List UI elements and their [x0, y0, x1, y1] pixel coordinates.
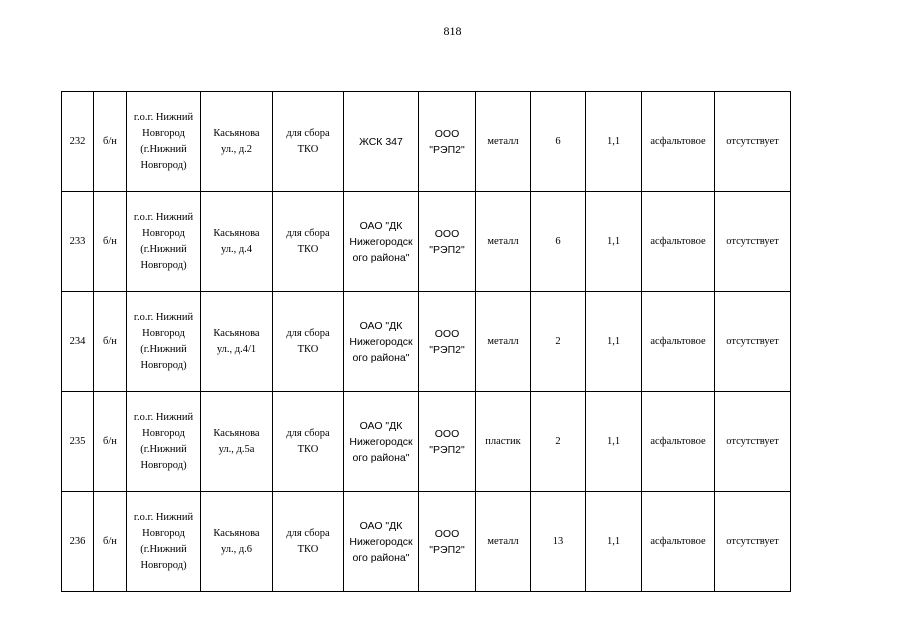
cell-volume [586, 292, 642, 392]
cell-city-line: Новгород) [140, 159, 187, 171]
cell-material-text: металл [487, 135, 519, 147]
cell-city-line: Новгород [142, 527, 185, 539]
cell-owner-line: ого района" [352, 351, 410, 364]
cell-city-line: Новгород) [140, 559, 187, 571]
cell-address-line: Касьянова [213, 427, 260, 439]
cell-city-line: Новгород [142, 227, 185, 239]
cell-city-line: Новгород [142, 427, 185, 439]
cell-fence-text: отсутствует [726, 335, 779, 347]
cell-number-text: 233 [69, 235, 86, 247]
cell-address-line: Касьянова [213, 327, 260, 339]
cell-owner [344, 292, 419, 392]
cell-city-line: Новгород) [140, 259, 187, 271]
cell-purpose-line: для сбора [286, 427, 330, 439]
cell-operator [419, 92, 476, 192]
cell-city-line: г.о.г. Нижний [133, 511, 194, 523]
cell-material-text: пластик [485, 435, 521, 447]
cell-surface-text: асфальтовое [650, 535, 706, 547]
cell-count [531, 192, 586, 292]
cell-owner-line: Нижегородск [349, 335, 413, 348]
cell-owner-line: Нижегородск [349, 235, 413, 248]
cell-fence [715, 292, 791, 392]
cell-volume-text: 1,1 [606, 435, 621, 447]
cell-purpose-line: для сбора [286, 227, 330, 239]
cell-material [476, 192, 531, 292]
cell-bn [94, 492, 127, 592]
cell-operator-line: ООО [434, 227, 460, 240]
cell-volume [586, 492, 642, 592]
cell-address-line: Касьянова [213, 227, 260, 239]
cell-owner [344, 492, 419, 592]
cell-fence [715, 492, 791, 592]
cell-city-line: (г.Нижний [140, 443, 187, 455]
cell-address-line: ул., д.5а [218, 443, 255, 455]
cell-operator-line: "РЭП2" [429, 143, 465, 156]
table-row [62, 292, 791, 392]
cell-surface-text: асфальтовое [650, 435, 706, 447]
table-row [62, 92, 791, 192]
cell-number-text: 235 [69, 435, 86, 447]
cell-fence [715, 392, 791, 492]
cell-number [62, 292, 94, 392]
cell-bn [94, 92, 127, 192]
cell-count [531, 92, 586, 192]
cell-operator [419, 392, 476, 492]
cell-address-line: Касьянова [213, 127, 260, 139]
cell-address [201, 392, 273, 492]
cell-city-line: (г.Нижний [140, 243, 187, 255]
cell-owner-line: ого района" [352, 551, 410, 564]
cell-volume [586, 192, 642, 292]
cell-address-line: ул., д.6 [220, 543, 253, 555]
cell-address-line: Касьянова [213, 527, 260, 539]
cell-operator-line: "РЭП2" [429, 543, 465, 556]
cell-purpose-line: ТКО [297, 143, 319, 155]
cell-purpose [273, 92, 344, 192]
cell-address [201, 92, 273, 192]
cell-operator-line: ООО [434, 327, 460, 340]
cell-operator-line: "РЭП2" [429, 343, 465, 356]
cell-city-line: (г.Нижний [140, 343, 187, 355]
cell-purpose-line: ТКО [297, 343, 319, 355]
cell-city [127, 192, 201, 292]
cell-bn [94, 292, 127, 392]
cell-address [201, 492, 273, 592]
cell-volume-text: 1,1 [606, 235, 621, 247]
cell-surface [642, 492, 715, 592]
cell-number-text: 234 [69, 335, 86, 347]
cell-count-text: 2 [555, 335, 561, 347]
cell-city-line: (г.Нижний [140, 543, 187, 555]
cell-fence [715, 92, 791, 192]
cell-purpose-line: ТКО [297, 443, 319, 455]
cell-purpose [273, 292, 344, 392]
cell-number-text: 236 [69, 535, 86, 547]
cell-fence-text: отсутствует [726, 235, 779, 247]
cell-address-line: ул., д.4/1 [216, 343, 257, 355]
cell-purpose [273, 492, 344, 592]
cell-address [201, 192, 273, 292]
cell-city [127, 92, 201, 192]
cell-surface [642, 292, 715, 392]
cell-count [531, 392, 586, 492]
cell-city-line: Новгород [142, 327, 185, 339]
cell-bn-text: б/н [103, 135, 117, 147]
cell-material-text: металл [487, 335, 519, 347]
cell-owner-line: ОАО "ДК [359, 319, 403, 332]
table-body [62, 92, 791, 592]
cell-purpose-line: для сбора [286, 127, 330, 139]
cell-city-line: Новгород [142, 127, 185, 139]
cell-volume [586, 92, 642, 192]
cell-number [62, 492, 94, 592]
cell-owner [344, 192, 419, 292]
cell-count [531, 492, 586, 592]
cell-owner-line: Нижегородск [349, 435, 413, 448]
cell-owner [344, 92, 419, 192]
cell-owner-line: ОАО "ДК [359, 519, 403, 532]
cell-bn-text: б/н [103, 335, 117, 347]
table-row [62, 192, 791, 292]
cell-surface-text: асфальтовое [650, 335, 706, 347]
cell-count-text: 6 [555, 235, 561, 247]
cell-operator [419, 292, 476, 392]
cell-volume-text: 1,1 [606, 535, 621, 547]
cell-address-line: ул., д.2 [220, 143, 253, 155]
cell-number [62, 92, 94, 192]
cell-count-text: 13 [552, 535, 564, 547]
cell-operator-line: "РЭП2" [429, 443, 465, 456]
cell-bn-text: б/н [103, 235, 117, 247]
cell-owner-line: Нижегородск [349, 535, 413, 548]
cell-owner-line: ЖСК 347 [359, 135, 403, 148]
cell-surface-text: асфальтовое [650, 235, 706, 247]
cell-city-line: (г.Нижний [140, 143, 187, 155]
cell-count-text: 6 [555, 135, 561, 147]
cell-surface [642, 92, 715, 192]
cell-material-text: металл [487, 235, 519, 247]
registry-table [61, 91, 791, 592]
cell-surface [642, 392, 715, 492]
cell-fence-text: отсутствует [726, 535, 779, 547]
cell-bn-text: б/н [103, 435, 117, 447]
cell-city [127, 492, 201, 592]
cell-city-line: Новгород) [140, 359, 187, 371]
cell-owner-line: ого района" [352, 451, 410, 464]
cell-purpose-line: для сбора [286, 527, 330, 539]
table-row [62, 492, 791, 592]
cell-count [531, 292, 586, 392]
cell-fence-text: отсутствует [726, 135, 779, 147]
cell-purpose [273, 392, 344, 492]
cell-bn-text: б/н [103, 535, 117, 547]
cell-number [62, 392, 94, 492]
cell-purpose-line: ТКО [297, 543, 319, 555]
cell-number-text: 232 [69, 135, 86, 147]
cell-bn [94, 192, 127, 292]
cell-owner-line: ОАО "ДК [359, 419, 403, 432]
cell-operator-line: ООО [434, 427, 460, 440]
cell-operator-line: ООО [434, 127, 460, 140]
cell-address-line: ул., д.4 [220, 243, 253, 255]
cell-city-line: г.о.г. Нижний [133, 111, 194, 123]
table-row [62, 392, 791, 492]
cell-city-line: Новгород) [140, 459, 187, 471]
cell-number [62, 192, 94, 292]
cell-fence-text: отсутствует [726, 435, 779, 447]
cell-volume-text: 1,1 [606, 135, 621, 147]
cell-material [476, 92, 531, 192]
cell-operator-line: "РЭП2" [429, 243, 465, 256]
cell-material [476, 392, 531, 492]
cell-surface-text: асфальтовое [650, 135, 706, 147]
cell-material [476, 292, 531, 392]
cell-operator [419, 192, 476, 292]
cell-address [201, 292, 273, 392]
cell-operator [419, 492, 476, 592]
cell-operator-line: ООО [434, 527, 460, 540]
cell-city [127, 292, 201, 392]
cell-surface [642, 192, 715, 292]
cell-city-line: г.о.г. Нижний [133, 411, 194, 423]
cell-purpose-line: для сбора [286, 327, 330, 339]
cell-fence [715, 192, 791, 292]
cell-volume-text: 1,1 [606, 335, 621, 347]
cell-volume [586, 392, 642, 492]
cell-owner-line: ого района" [352, 251, 410, 264]
cell-material [476, 492, 531, 592]
cell-purpose-line: ТКО [297, 243, 319, 255]
cell-city [127, 392, 201, 492]
cell-count-text: 2 [555, 435, 561, 447]
cell-material-text: металл [487, 535, 519, 547]
cell-city-line: г.о.г. Нижний [133, 211, 194, 223]
cell-purpose [273, 192, 344, 292]
cell-city-line: г.о.г. Нижний [133, 311, 194, 323]
cell-owner-line: ОАО "ДК [359, 219, 403, 232]
cell-bn [94, 392, 127, 492]
page-number: 818 [443, 24, 462, 38]
cell-owner [344, 392, 419, 492]
